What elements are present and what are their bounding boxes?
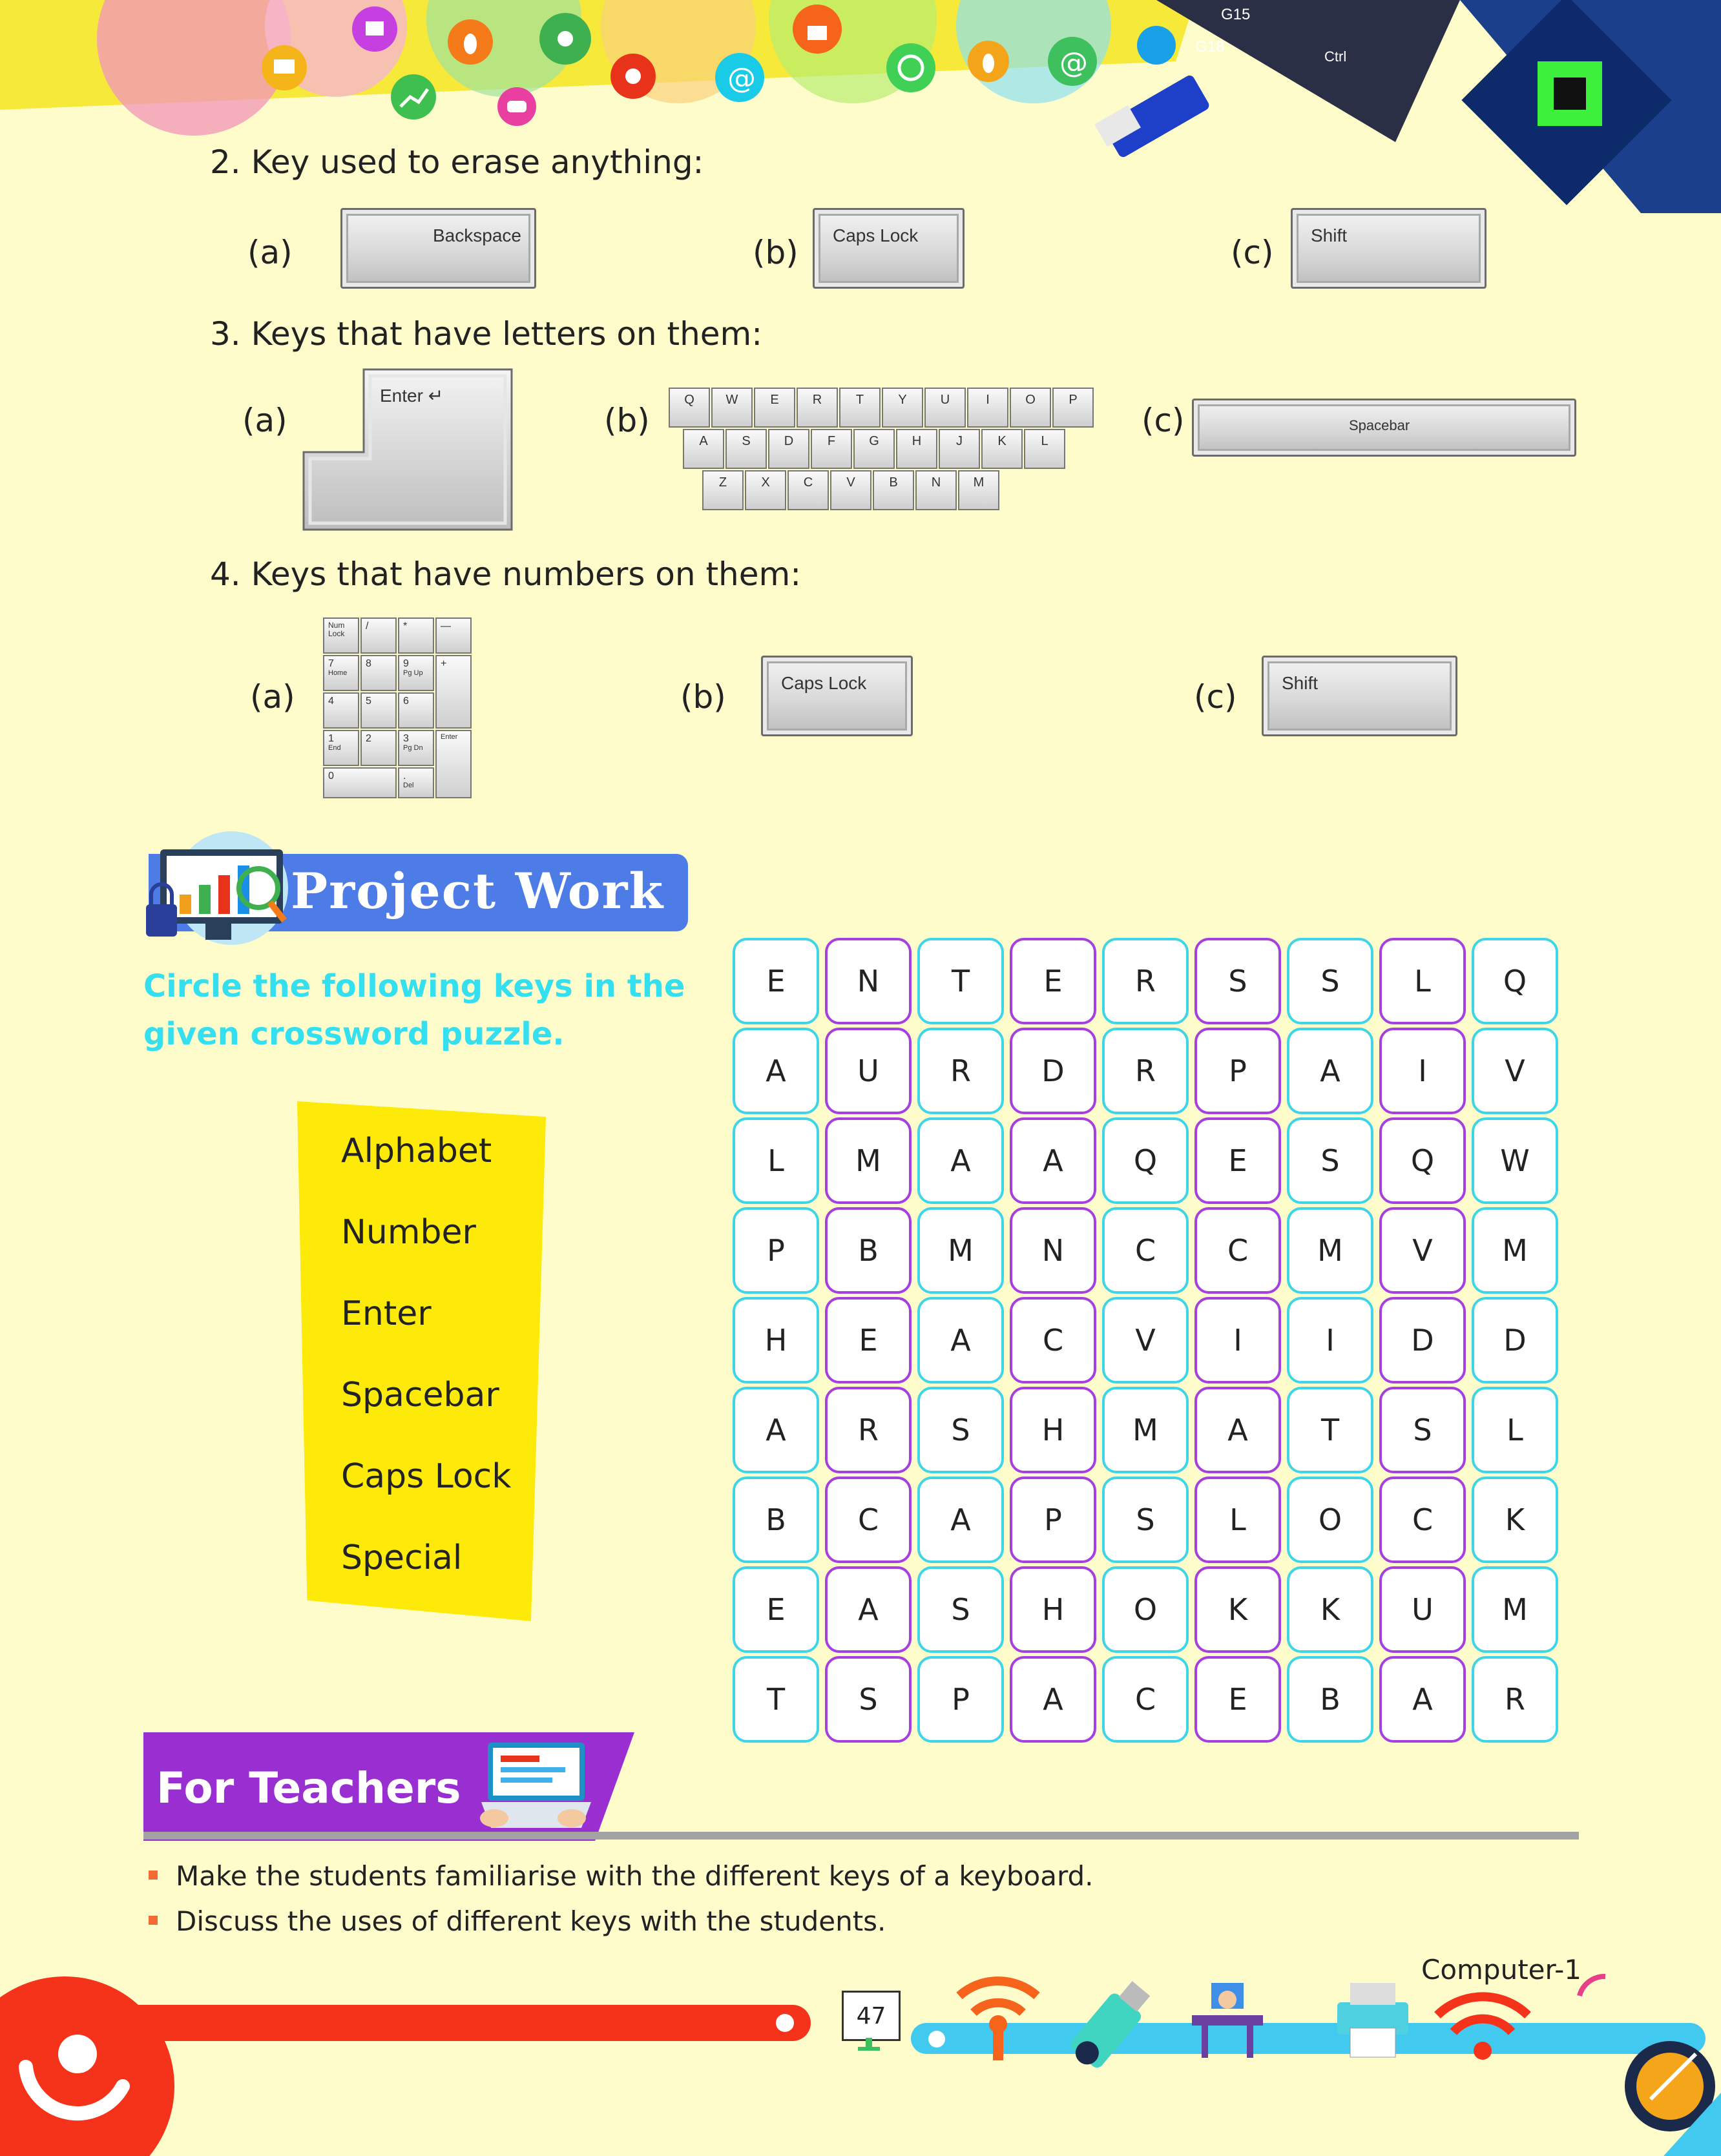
grid-cell-r8-c8[interactable]: U: [1379, 1566, 1466, 1653]
grid-cell-r7-c9[interactable]: K: [1472, 1477, 1558, 1563]
word-alphabet: Alphabet: [341, 1132, 492, 1170]
numpad-1-label: 1: [328, 733, 334, 744]
grid-cell-r6-c8[interactable]: S: [1379, 1387, 1466, 1473]
grid-cell-r8-c6[interactable]: K: [1194, 1566, 1281, 1653]
numpad-6[interactable]: 6: [398, 692, 434, 729]
grid-cell-r5-c9[interactable]: D: [1472, 1297, 1558, 1384]
numpad-pgdn-label: Pg Dn: [403, 743, 423, 752]
project-instruction: [143, 962, 685, 1058]
footer-dot-icon: [924, 2028, 950, 2050]
numpad-plus[interactable]: +: [435, 655, 472, 729]
grid-cell-r3-c8[interactable]: Q: [1379, 1117, 1466, 1204]
numpad-3-label: 3: [403, 733, 409, 744]
teacher-bullet-2: Discuss the uses of different keys with the students.: [176, 1905, 886, 1937]
shift-key-label: Shift: [1282, 673, 1319, 693]
grid-cell-r5-c2[interactable]: E: [825, 1297, 912, 1384]
letter-key-q[interactable]: Q: [669, 388, 710, 428]
for-teachers-title: For Teachers: [156, 1763, 461, 1813]
teacher-bullet-1: Make the students familiarise with the different keys of a keyboard.: [176, 1860, 1094, 1892]
grid-cell-r6-c2[interactable]: R: [825, 1387, 912, 1473]
grid-cell-r9-c4[interactable]: A: [1010, 1656, 1096, 1743]
numpad-5[interactable]: 5: [360, 692, 397, 729]
backspace-key-label: Backspace: [433, 225, 521, 245]
numeric-keypad: [323, 617, 473, 798]
numpad-end-label: End: [328, 743, 341, 752]
grid-cell-r3-c7[interactable]: S: [1287, 1117, 1373, 1204]
grid-cell-r4-c4[interactable]: N: [1010, 1207, 1096, 1294]
grid-cell-r1-c8[interactable]: L: [1379, 938, 1466, 1024]
grid-cell-r3-c5[interactable]: Q: [1102, 1117, 1189, 1204]
grid-cell-r5-c5[interactable]: V: [1102, 1297, 1189, 1384]
grid-cell-r4-c6[interactable]: C: [1194, 1207, 1281, 1294]
word-spacebar: Spacebar: [341, 1376, 499, 1415]
footer-tech-icons: [946, 1970, 1721, 2156]
grid-cell-r2-c2[interactable]: U: [825, 1028, 912, 1114]
numpad-8[interactable]: 8: [360, 655, 397, 691]
page-number: 47: [842, 1991, 901, 2041]
publisher-logo-icon: [0, 1970, 187, 2156]
letter-key-p[interactable]: P: [1052, 388, 1094, 428]
grid-cell-r2-c1[interactable]: A: [733, 1028, 819, 1114]
grid-cell-r2-c5[interactable]: R: [1102, 1028, 1189, 1114]
bullet-marker: [149, 1916, 158, 1925]
grid-cell-r9-c3[interactable]: P: [917, 1656, 1004, 1743]
grid-cell-r6-c3[interactable]: S: [917, 1387, 1004, 1473]
letter-key-g[interactable]: G: [853, 429, 895, 469]
backspace-key[interactable]: [340, 208, 536, 289]
grid-cell-r8-c3[interactable]: S: [917, 1566, 1004, 1653]
svg-text:@: @: [727, 62, 756, 95]
grid-cell-r2-c6[interactable]: P: [1194, 1028, 1281, 1114]
q2-option-a-label: (a): [247, 234, 293, 271]
grid-cell-r7-c1[interactable]: B: [733, 1477, 819, 1563]
grid-cell-r9-c7[interactable]: B: [1287, 1656, 1373, 1743]
grid-cell-r5-c4[interactable]: C: [1010, 1297, 1096, 1384]
letter-key-l[interactable]: L: [1024, 429, 1065, 469]
numpad-dot-label: .: [403, 771, 406, 782]
grid-cell-r9-c5[interactable]: C: [1102, 1656, 1189, 1743]
desk-person-icon: [1192, 1983, 1263, 2058]
letter-key-n[interactable]: N: [915, 470, 957, 510]
grid-cell-r1-c9[interactable]: Q: [1472, 938, 1558, 1024]
bullet-marker: [149, 1871, 158, 1880]
grid-cell-r4-c5[interactable]: C: [1102, 1207, 1189, 1294]
word-enter: Enter: [341, 1294, 432, 1333]
caps-lock-key-q4[interactable]: [761, 656, 913, 736]
numpad-enter[interactable]: Enter: [435, 730, 472, 798]
letter-key-o[interactable]: O: [1010, 388, 1051, 428]
grid-cell-r9-c6[interactable]: E: [1194, 1656, 1281, 1743]
grid-cell-r2-c3[interactable]: R: [917, 1028, 1004, 1114]
grid-cell-r4-c3[interactable]: M: [917, 1207, 1004, 1294]
project-work-title: Project Work: [291, 862, 665, 920]
header-key-g15: G15: [1221, 6, 1251, 23]
letter-key-a[interactable]: A: [683, 429, 724, 469]
letter-key-k[interactable]: K: [981, 429, 1023, 469]
letter-key-u[interactable]: U: [924, 388, 966, 428]
letter-key-z[interactable]: Z: [702, 470, 744, 510]
question-3: 3. Keys that have letters on them:: [210, 315, 763, 353]
grid-cell-r2-c8[interactable]: I: [1379, 1028, 1466, 1114]
crossword-grid: [733, 938, 1563, 1745]
svg-text:G18: G18: [1195, 38, 1225, 56]
monitor-stand-icon: [853, 2038, 885, 2057]
letter-key-c[interactable]: C: [787, 470, 829, 510]
satellite-dish-icon: [1625, 2041, 1721, 2156]
numpad-7-label: 7: [328, 658, 334, 669]
numpad-del-label: Del: [403, 781, 414, 789]
monitor-chart-icon: [141, 830, 289, 949]
teachers-divider: [143, 1832, 1579, 1840]
q4-option-c-label: (c): [1194, 678, 1237, 716]
q2-option-c-label: (c): [1231, 234, 1274, 271]
question-2: 2. Key used to erase anything:: [210, 143, 704, 181]
letter-key-t[interactable]: T: [839, 388, 881, 428]
numpad-2[interactable]: 2: [360, 730, 397, 766]
grid-cell-r4-c2[interactable]: B: [825, 1207, 912, 1294]
grid-cell-r2-c7[interactable]: A: [1287, 1028, 1373, 1114]
letter-key-w[interactable]: W: [711, 388, 753, 428]
grid-cell-r6-c9[interactable]: L: [1472, 1387, 1558, 1473]
grid-cell-r1-c3[interactable]: T: [917, 938, 1004, 1024]
svg-text:Ctrl: Ctrl: [1324, 48, 1347, 65]
grid-cell-r1-c4[interactable]: E: [1010, 938, 1096, 1024]
caps-lock-key-q2[interactable]: [813, 208, 965, 289]
grid-cell-r1-c5[interactable]: R: [1102, 938, 1189, 1024]
numpad-1[interactable]: [323, 730, 359, 766]
letter-key-j[interactable]: J: [939, 429, 980, 469]
grid-cell-r8-c9[interactable]: M: [1472, 1566, 1558, 1653]
grid-cell-r5-c8[interactable]: D: [1379, 1297, 1466, 1384]
signal-arc-icon: [1580, 1976, 1605, 1996]
grid-cell-r1-c1[interactable]: E: [733, 938, 819, 1024]
grid-cell-r3-c1[interactable]: L: [733, 1117, 819, 1204]
numpad-pgup-label: Pg Up: [403, 669, 423, 677]
numpad-dot[interactable]: [398, 767, 434, 798]
header-decoration: [0, 0, 1721, 213]
numpad-7[interactable]: [323, 655, 359, 691]
grid-cell-r1-c2[interactable]: N: [825, 938, 912, 1024]
grid-cell-r8-c7[interactable]: K: [1287, 1566, 1373, 1653]
grid-cell-r6-c7[interactable]: T: [1287, 1387, 1373, 1473]
grid-cell-r1-c6[interactable]: S: [1194, 938, 1281, 1024]
q4-option-b-label: (b): [680, 678, 726, 716]
grid-cell-r4-c7[interactable]: M: [1287, 1207, 1373, 1294]
numpad-9[interactable]: [398, 655, 434, 691]
word-number: Number: [341, 1213, 476, 1252]
grid-cell-r4-c1[interactable]: P: [733, 1207, 819, 1294]
spacebar-key-label: Spacebar: [1349, 417, 1410, 433]
shift-key-q4[interactable]: [1262, 656, 1457, 736]
grid-cell-r7-c3[interactable]: A: [917, 1477, 1004, 1563]
letter-key-h[interactable]: H: [896, 429, 937, 469]
grid-cell-r9-c2[interactable]: S: [825, 1656, 912, 1743]
word-caps-lock: Caps Lock: [341, 1457, 512, 1496]
shift-key-q2[interactable]: [1291, 208, 1486, 289]
grid-cell-r8-c5[interactable]: O: [1102, 1566, 1189, 1653]
q3-option-a-label: (a): [242, 402, 287, 439]
grid-cell-r3-c3[interactable]: A: [917, 1117, 1004, 1204]
grid-cell-r9-c8[interactable]: A: [1379, 1656, 1466, 1743]
numpad-num-lock[interactable]: Num Lock: [323, 617, 359, 654]
numpad-0[interactable]: 0: [323, 767, 397, 798]
grid-cell-r7-c8[interactable]: C: [1379, 1477, 1466, 1563]
grid-cell-r8-c4[interactable]: H: [1010, 1566, 1096, 1653]
numpad-star[interactable]: *: [398, 617, 434, 654]
wifi-icon: [959, 1981, 1037, 2060]
numpad-4[interactable]: 4: [323, 692, 359, 729]
letter-key-f[interactable]: F: [811, 429, 852, 469]
grid-cell-r6-c1[interactable]: A: [733, 1387, 819, 1473]
grid-cell-r3-c2[interactable]: M: [825, 1117, 912, 1204]
grid-cell-r4-c9[interactable]: M: [1472, 1207, 1558, 1294]
letter-key-r[interactable]: R: [797, 388, 838, 428]
svg-text:@: @: [1059, 47, 1088, 79]
grid-cell-r8-c2[interactable]: A: [825, 1566, 912, 1653]
grid-cell-r4-c8[interactable]: V: [1379, 1207, 1466, 1294]
grid-cell-r6-c6[interactable]: A: [1194, 1387, 1281, 1473]
shift-key-label: Shift: [1311, 225, 1348, 245]
grid-cell-r5-c6[interactable]: I: [1194, 1297, 1281, 1384]
spacebar-key[interactable]: [1192, 399, 1576, 457]
letter-key-e[interactable]: E: [754, 388, 795, 428]
numpad-home-label: Home: [328, 669, 348, 677]
caps-lock-key-label: Caps Lock: [833, 225, 919, 245]
laptop-hands-icon: [475, 1737, 591, 1834]
grid-cell-r1-c7[interactable]: S: [1287, 938, 1373, 1024]
letter-key-d[interactable]: D: [768, 429, 809, 469]
caps-lock-key-label: Caps Lock: [781, 673, 867, 693]
numpad-minus[interactable]: —: [435, 617, 472, 654]
enter-key-label: Enter ↵: [380, 386, 444, 406]
grid-cell-r6-c4[interactable]: H: [1010, 1387, 1096, 1473]
grid-cell-r2-c9[interactable]: V: [1472, 1028, 1558, 1114]
letter-key-s[interactable]: S: [725, 429, 767, 469]
grid-cell-r7-c4[interactable]: P: [1010, 1477, 1096, 1563]
grid-cell-r2-c4[interactable]: D: [1010, 1028, 1096, 1114]
grid-cell-r7-c6[interactable]: L: [1194, 1477, 1281, 1563]
word-special: Special: [341, 1539, 463, 1577]
letter-key-i[interactable]: I: [967, 388, 1008, 428]
grid-cell-r7-c5[interactable]: S: [1102, 1477, 1189, 1563]
grid-cell-r3-c9[interactable]: W: [1472, 1117, 1558, 1204]
q2-option-b-label: (b): [753, 234, 798, 271]
grid-cell-r5-c1[interactable]: H: [733, 1297, 819, 1384]
q3-option-c-label: (c): [1142, 402, 1185, 439]
grid-cell-r5-c7[interactable]: I: [1287, 1297, 1373, 1384]
grid-cell-r9-c9[interactable]: R: [1472, 1656, 1558, 1743]
letter-key-v[interactable]: V: [830, 470, 871, 510]
instruction-line-2: given crossword puzzle.: [143, 1016, 565, 1052]
letter-key-x[interactable]: X: [745, 470, 786, 510]
numpad-3[interactable]: [398, 730, 434, 766]
letter-key-y[interactable]: Y: [882, 388, 923, 428]
question-4: 4. Keys that have numbers on them:: [210, 555, 802, 593]
grid-cell-r3-c4[interactable]: A: [1010, 1117, 1096, 1204]
numpad-slash[interactable]: /: [360, 617, 397, 654]
usb-drive-icon: [1065, 1976, 1156, 2074]
grid-cell-r7-c2[interactable]: C: [825, 1477, 912, 1563]
letter-key-m[interactable]: M: [958, 470, 999, 510]
printer-icon: [1337, 1983, 1408, 2057]
q3-option-b-label: (b): [604, 402, 650, 439]
numpad-9-label: 9: [403, 658, 409, 669]
footer-dot-icon: [769, 2009, 801, 2037]
grid-cell-r8-c1[interactable]: E: [733, 1566, 819, 1653]
book-title: Computer-1: [1421, 1954, 1581, 1985]
q4-option-a-label: (a): [250, 678, 295, 716]
grid-cell-r7-c7[interactable]: O: [1287, 1477, 1373, 1563]
grid-cell-r5-c3[interactable]: A: [917, 1297, 1004, 1384]
grid-cell-r3-c6[interactable]: E: [1194, 1117, 1281, 1204]
wifi-red-icon: [1437, 1996, 1528, 2060]
instruction-line-1: Circle the following keys in the: [143, 968, 685, 1004]
grid-cell-r6-c5[interactable]: M: [1102, 1387, 1189, 1473]
letter-key-b[interactable]: B: [873, 470, 914, 510]
grid-cell-r9-c1[interactable]: T: [733, 1656, 819, 1743]
